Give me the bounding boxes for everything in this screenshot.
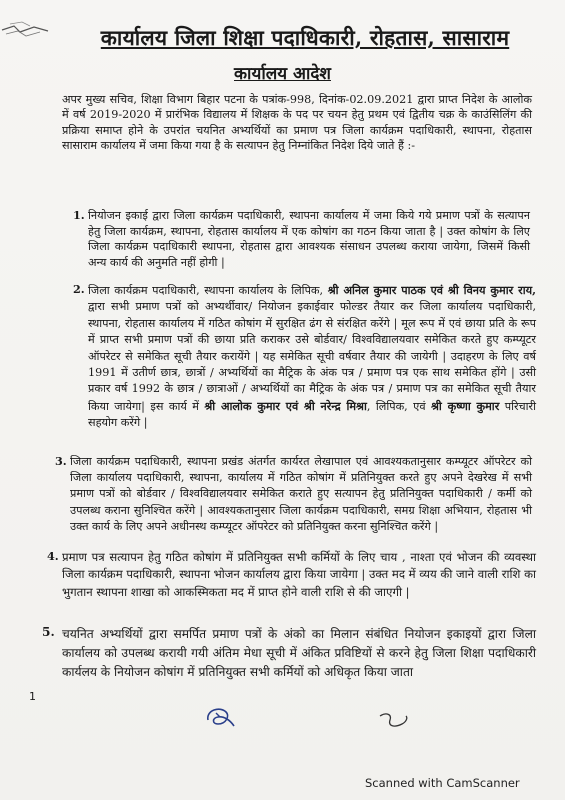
item-text: जिला कार्यक्रम पदाधिकारी, स्थापना कार्यालय के लिपिक, <box>88 284 324 297</box>
order-heading: कार्यालय आदेश <box>234 64 331 84</box>
item-number: 1. <box>73 208 85 222</box>
office-title: कार्यालय जिला शिक्षा पदाधिकारी, रोहतास, सासाराम <box>100 25 510 50</box>
staff-names: श्री आलोक कुमार एवं श्री नरेन्द्र मिश्रा <box>204 398 367 413</box>
item-text: , लिपिक, एवं <box>366 399 426 413</box>
directive-item-2 <box>88 282 536 432</box>
directive-item-5: चयनित अभ्यर्थियों द्वारा समर्पित प्रमाण पत्रों के अंको का मिलान संबंधित नियोजन इकाइयों द्वारा जिला कार्यालय को उपलब्ध करायी गयी अंतिम मेधा सूची में अंकित प्रविष्टियों से करने हेतु जिला शिक्षा पदाधिकारी कार्यलय के नियोजन कोषांग में प्रतिनियुक्त सभी कर्मियों को अधिकृत किया जाता <box>62 627 536 679</box>
item-number: 2. <box>73 282 85 296</box>
item-text: परिचारी सहयोग करेंगे | <box>88 399 537 430</box>
item-number: 5. <box>42 625 55 639</box>
item-number: 3. <box>55 454 67 468</box>
scanner-watermark: Scanned with CamScanner <box>365 776 520 790</box>
directive-item-4: प्रमाण पत्र सत्यापन हेतु गठित कोषांग में प्रतिनियुक्त सभी कर्मियों के लिए चाय , नाश्ता एवं भोजन की व्यवस्था जिला कार्यक्रम पदाधिकारी, स्थापना भोजन कार्यालय द्वारा किया जायेगा | उक्त मद में व्यय की जाने वाली राशि का भुगतान स्थापना शाखा को आकस्मिकता मद में प्राप्त होने वाली राशि से की जाएगी | <box>62 550 536 599</box>
staff-names: श्री कृष्णा कुमार <box>431 398 500 413</box>
directive-item-3: जिला कार्यक्रम पदाधिकारी, स्थापना प्रखंड अंतर्गत कार्यरत लेखापाल एवं आवश्यकतानुसार कम्प्यूटर ऑपरेटर को जिला कार्यालय पदाधिकारी, स्थापना, कार्यालय में गठित कोषांग में प्रतिनियुक्त करते हुए अपने देखरेख में सभी प्रमाण पत्रों को बोर्डवार / विश्वविद्यालयवार समेकित कराते हुए सत्यापन हेतु प्रतिनियुक्त पदाधिकारी / कर्मी को उपलब्ध कराना सुनिश्चित करेंगे | आवश्यकतानुसार जिला कार्यक्रम पदाधिकारी, समग्र शिक्षा अभियान, रोहतास भी उक्त कार्य के लिए अपने अधीनस्थ कम्प्यूटर ऑपरेटर को प्रतिनियुक्त करना सुनिश्चित करेंगे | <box>70 455 532 533</box>
page-number: 1 <box>29 690 36 703</box>
item-number: 4. <box>47 549 59 563</box>
handwritten-initial-mark <box>200 700 240 736</box>
handwritten-signature-mark <box>376 706 412 734</box>
preamble-paragraph: अपर मुख्य सचिव, शिक्षा विभाग बिहार पटना के पत्रांक-998, दिनांक-02.09.2021 द्वारा प्राप्त निदेश के आलोक में वर्ष 2019-2020 में प्रारंभिक विद्यालय में शिक्षक के पद पर चयन हेतु प्रथम एवं द्वितीय चक्र के काउंसिलिंग की प्रक्रिया समाप्त होने के उपरांत चयनित अभ्यर्थियों का प्रमाण पत्र जिला कार्यक्रम पदाधिकारी, स्थापना, रोहतास सासाराम कार्यालय में जमा किया गया है के सत्यापन हेतु निम्नांकित निदेश दिये जाते हैं :- <box>62 93 532 153</box>
corner-stamp-mark <box>0 18 52 42</box>
item-text: द्वारा सभी प्रमाण पत्रों को अभ्यर्थीवार/ नियोजन इकाईवार फोल्डर तैयार कर जिला कार्यालय पदाधिकारी, स्थापना, रोहतास कार्यालय में गठित कोषांग में सुरक्षित ढंग से संरक्षित करेंगे | मूल रूप में एवं छाया प्रति के रूप में प्राप्त सभी प्रमाण पत्रों की छाया प्रति कराकर उसे बोर्डवार/ विश्वविद्यालयवार समेकित करते हुए कम्प्यूटर ऑपरेटर से समेकित सूची तैयार करायेंगे | यह समेकित सूची वर्षवार तैयार की जायेगी | उदाहरण के लिए वर्ष 1991 में उतीर्ण छात्र, छात्रों / अभ्यर्थियों का मैट्रिक के अंक पत्र / प्रमाण पत्र एक साथ समेकित होंगे | उसी प्रकार वर्ष 1992 के छात्र / छात्राओं / अभ्यर्थियों का मैट्रिक के अंक पत्र / प्रमाण पत्र का समेकित सूची तैयार किया जायेगा| इस कार्य में <box>88 300 536 413</box>
staff-names: श्री अनिल कुमार पाठक एवं श्री विनय कुमार राय, <box>327 283 536 297</box>
directive-item-1: नियोजन इकाई द्वारा जिला कार्यक्रम पदाधिकारी, स्थापना कार्यालय में जमा किये गये प्रमाण पत्रों के सत्यापन हेतु जिला कार्यक्रम, स्थापना, रोहतास कार्यालय में एक कोषांग का गठन किया जाता है | उक्त कोषांग के लिए जिला कार्यक्रम पदाधिकारी स्थापना, रोहतास द्वारा आवश्यक संसाधन उपलब्ध कराया जायेगा, जिसमें किसी अन्य कार्य की अनुमति नहीं होगी | <box>88 209 530 269</box>
